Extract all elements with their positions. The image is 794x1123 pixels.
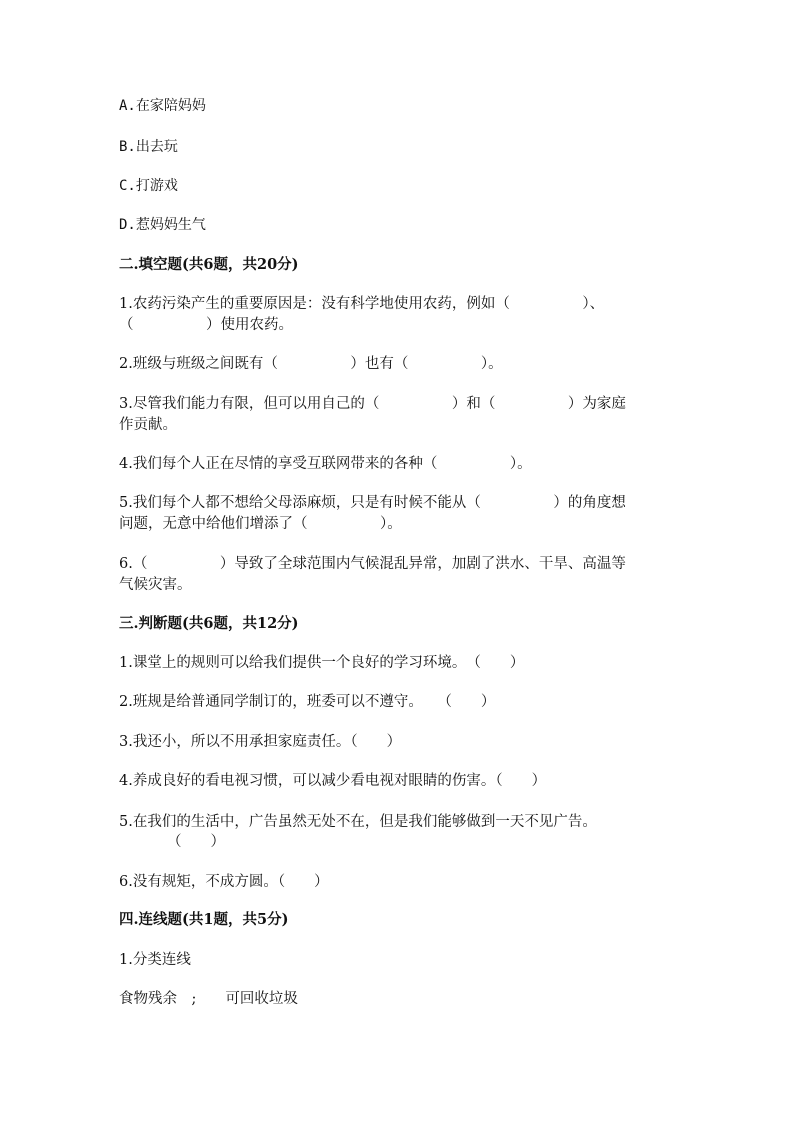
fill-question-5-line-1: 5.我们每个人都不想给父母添麻烦，只是有时候不能从（ ）的角度想 <box>119 495 626 511</box>
fill-question-6-line-1: 6.（ ）导致了全球范围内气候混乱异常，加剧了洪水、干旱、高温等 <box>119 556 626 572</box>
section-heading-true-false: 三.判断题(共6题，共12分) <box>119 615 299 632</box>
judge-question-4: 4.养成良好的看电视习惯，可以减少看电视对眼睛的伤害。（ ） <box>119 773 547 789</box>
judge-question-2: 2.班规是给普通同学制订的，班委可以不遵守。 （ ） <box>119 694 496 710</box>
fill-question-2: 2.班级与班级之间既有（ ）也有（ ）。 <box>119 356 503 372</box>
matching-row-1: 食物残余 ; 可回收垃圾 <box>119 991 298 1007</box>
fill-question-6-line-2: 气候灾害。 <box>119 577 192 593</box>
fill-question-3-line-2: 作贡献。 <box>119 417 177 433</box>
judge-question-6: 6.没有规矩，不成方圆。（ ） <box>119 874 329 890</box>
judge-question-1: 1.课堂上的规则可以给我们提供一个良好的学习环境。 （ ） <box>119 655 525 671</box>
section-heading-fill-in: 二.填空题(共6题，共20分) <box>119 256 299 273</box>
judge-question-5-line-1: 5.在我们的生活中，广告虽然无处不在，但是我们能够做到一天不见广告。 <box>119 814 597 830</box>
option-d: D.惹妈妈生气 <box>119 217 206 233</box>
option-c: C.打游戏 <box>119 178 178 194</box>
option-a: A.在家陪妈妈 <box>119 98 206 114</box>
fill-question-1-line-2: （ ）使用农药。 <box>119 317 293 333</box>
section-heading-matching: 四.连线题(共1题，共5分) <box>119 911 289 928</box>
judge-question-3: 3.我还小，所以不用承担家庭责任。（ ） <box>119 734 402 750</box>
fill-question-3-line-1: 3.尽管我们能力有限，但可以用自己的（ ）和（ ）为家庭 <box>119 396 626 412</box>
matching-question-1: 1.分类连线 <box>119 952 191 968</box>
fill-question-4: 4.我们每个人正在尽情的享受互联网带来的各种（ ）。 <box>119 456 532 472</box>
fill-question-5-line-2: 问题，无意中给他们增添了（ ）。 <box>119 516 402 532</box>
option-b: B.出去玩 <box>119 139 178 155</box>
judge-question-5-line-2: （ ） <box>167 834 225 850</box>
fill-question-1-line-1: 1.农药污染产生的重要原因是：没有科学地使用农药，例如（ ）、 <box>119 296 605 312</box>
